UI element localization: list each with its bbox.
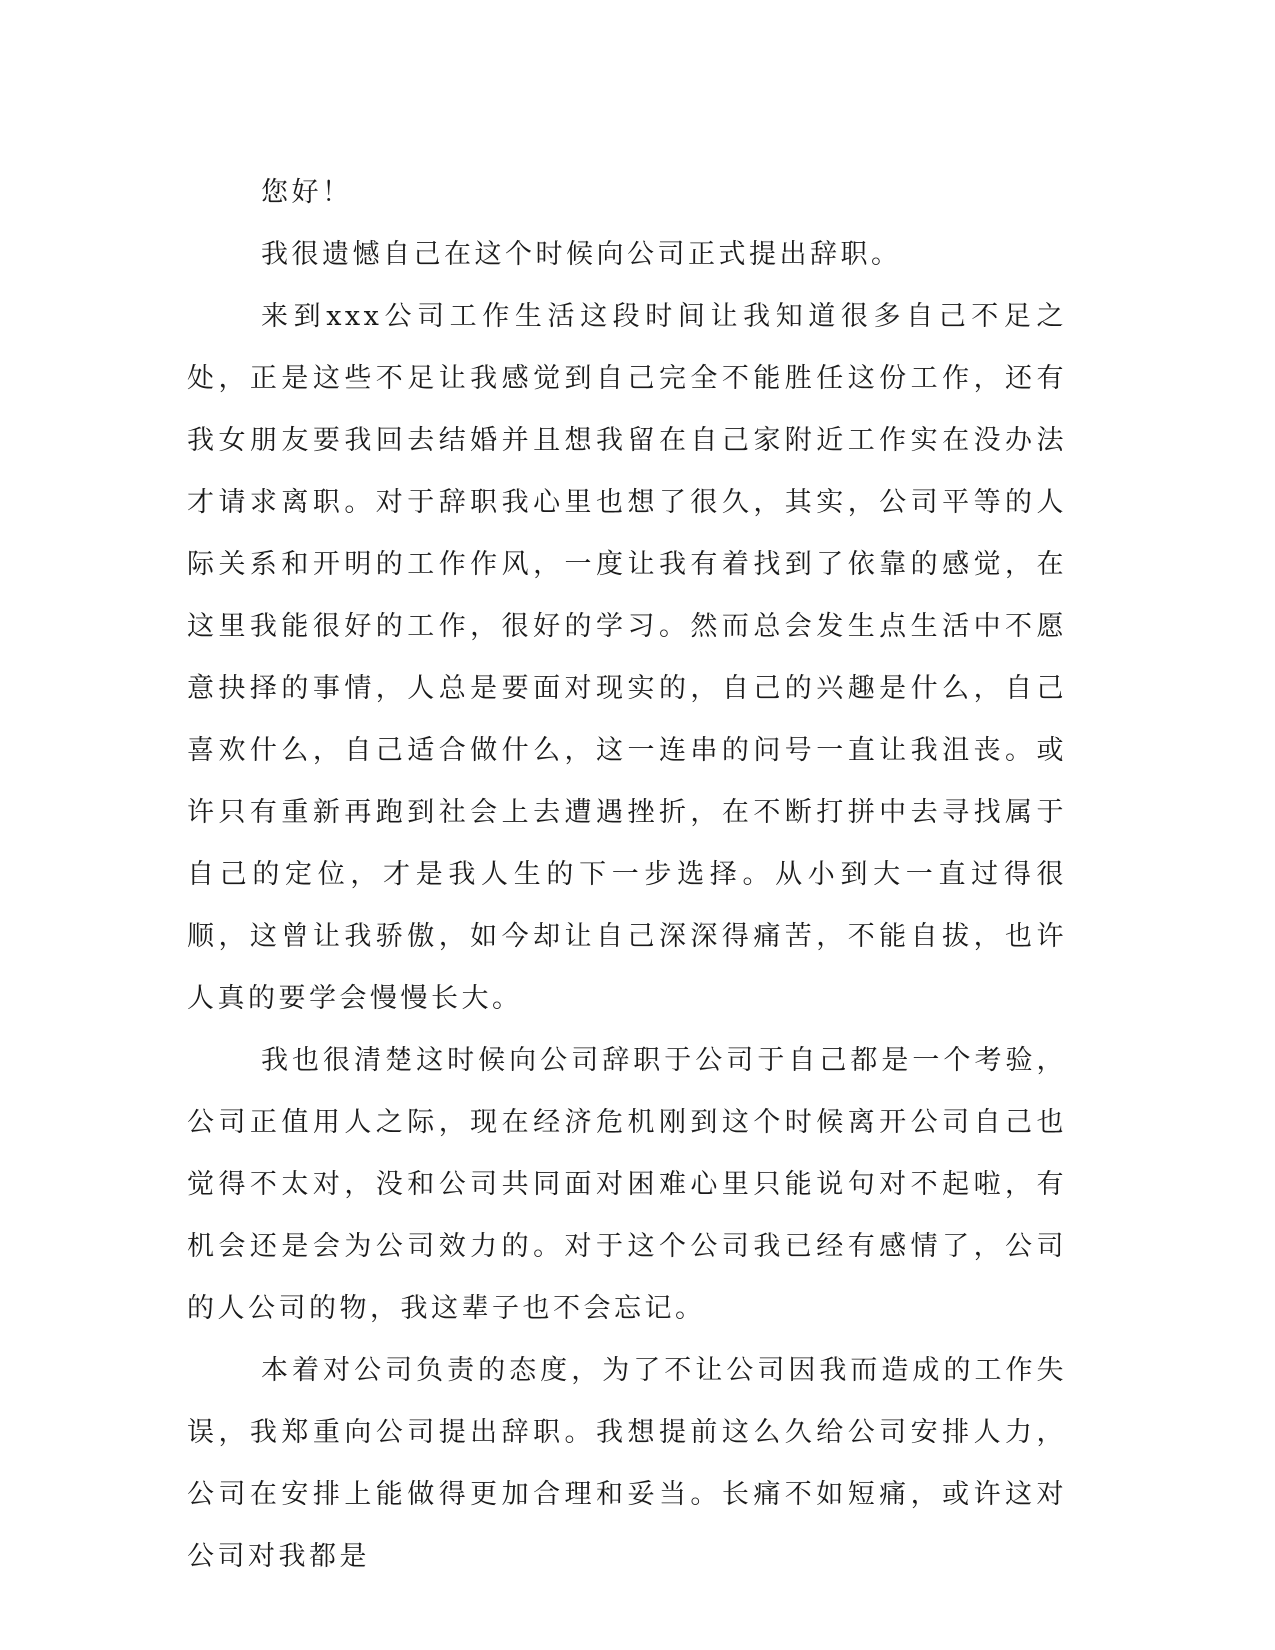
greeting: 您好！ bbox=[261, 177, 353, 208]
letter-body bbox=[187, 162, 1067, 1588]
paragraph-3: 我也很清楚这时候向公司辞职于公司于自己都是一个考验，公司正值用人之际，现在经济危机刚到这个时候离开公司自己也觉得不太对，没和公司共同面对困难心里只能说句对不起啦，有机会还是会为公司效力的。对于这个公司我已经有感情了，公司的人公司的物，我这辈子也不会忘记。 bbox=[187, 1045, 1067, 1324]
paragraph-2: 来到xxx公司工作生活这段时间让我知道很多自己不足之处，正是这些不足让我感觉到自己完全不能胜任这份工作，还有我女朋友要我回去结婚并且想我留在自己家附近工作实在没办法才请求离职。对于辞职我心里也想了很久，其实，公司平等的人际关系和开明的工作作风，一度让我有着找到了依靠的感觉，在这里我能很好的工作，很好的学习。然而总会发生点生活中不愿意抉择的事情，人总是要面对现实的，自己的兴趣是什么，自己喜欢什么，自己适合做什么，这一连串的问号一直让我沮丧。或许只有重新再跑到社会上去遭遇挫折，在不断打拼中去寻找属于自己的定位，才是我人生的下一步选择。从小到大一直过得很顺，这曾让我骄傲，如今却让自己深深得痛苦，不能自拔，也许人真的要学会慢慢长大。 bbox=[187, 301, 1067, 1014]
paragraph-4: 本着对公司负责的态度，为了不让公司因我而造成的工作失误，我郑重向公司提出辞职。我想提前这么久给公司安排人力，公司在安排上能做得更加合理和妥当。长痛不如短痛，或许这对公司对我都是 bbox=[187, 1355, 1067, 1572]
paragraph-1: 我很遗憾自己在这个时候向公司正式提出辞职。 bbox=[261, 239, 902, 270]
